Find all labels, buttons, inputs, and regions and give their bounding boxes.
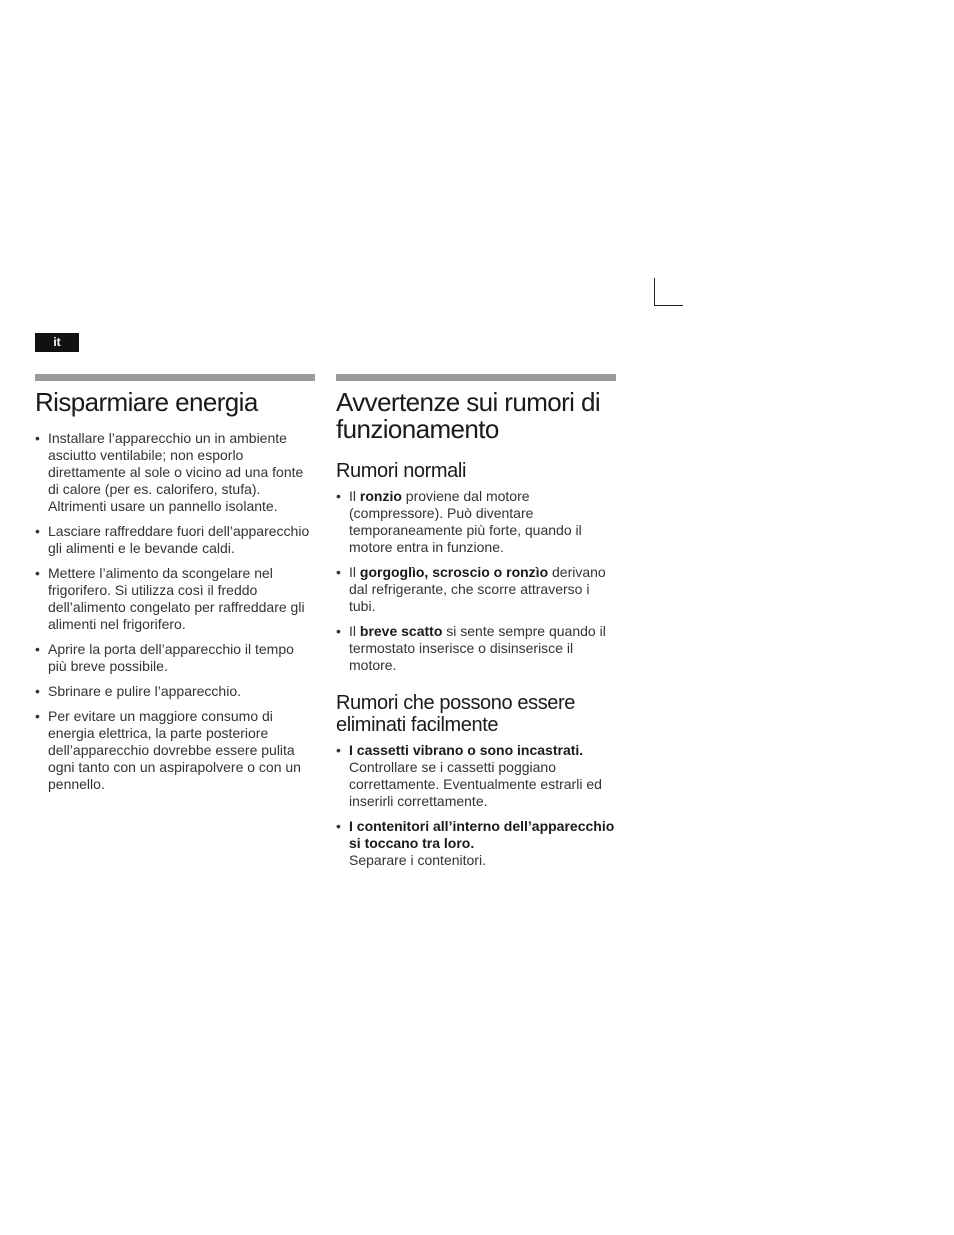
list-item-emphasis: I cassetti vibrano o sono incastrati. [349, 742, 584, 758]
normal-noises-list [336, 488, 616, 674]
list-item-text: proviene dal motore (compressore). Può diventare temporaneamente più forte, quando il motore entra in funzione. [349, 488, 582, 555]
bullet-icon: • [336, 488, 341, 504]
list-item-text: Separare i contenitori. [349, 852, 486, 868]
list-item-text: Per evitare un maggiore consumo di energia elettrica, la parte posteriore dell’apparecchio dovrebbe essere pulita ogni tanto con un aspirapolvere o con un pennello. [48, 708, 301, 792]
list-item-text: Aprire la porta dell’apparecchio il tempo più breve possibile. [48, 641, 294, 674]
list-item [336, 488, 616, 556]
subsection-title-fixable: Rumori che possono essere eliminati facilmente [336, 692, 576, 736]
list-item-text: Mettere l’alimento da scongelare nel frigorifero. Si utilizza così il freddo dell’alimento congelato per raffreddare gli alimenti nel frigorifero. [48, 565, 305, 632]
bullet-icon: • [35, 708, 40, 724]
section-title: Avvertenze sui rumori di funzionamento [336, 387, 601, 444]
list-item-text: Lasciare raffreddare fuori dell’apparecchio gli alimenti e le bevande caldi. [48, 523, 310, 556]
section-rule [336, 374, 616, 381]
list-item [35, 430, 315, 515]
list-item-emphasis: I contenitori all’interno dell’apparecchio si toccano tra loro. [349, 818, 615, 851]
bullet-icon: • [336, 818, 341, 834]
energy-saving-section [35, 374, 315, 801]
energy-tips-list [35, 430, 315, 793]
list-item [35, 523, 315, 557]
list-item [336, 818, 616, 869]
list-item-text: Installare l’apparecchio un in ambiente asciutto ventilabile; non esporlo direttamente al sole o vicino ad una fonte di calore (per es. calorifero, stufa). Altrimenti usare un pannello isolante. [48, 430, 304, 514]
bullet-icon: • [35, 430, 40, 446]
list-item-emphasis: breve scatto [359, 623, 443, 639]
bullet-icon: • [35, 565, 40, 581]
list-item [35, 683, 315, 700]
list-item-emphasis: ronzio [359, 488, 402, 504]
list-item [336, 742, 616, 810]
list-item [35, 708, 315, 793]
section-rule [35, 374, 315, 381]
language-tab: it [35, 333, 79, 352]
list-item-text: Il [349, 488, 360, 504]
list-item [35, 565, 315, 633]
crop-mark [654, 305, 683, 306]
list-item-text: Il [349, 564, 360, 580]
list-item-text: derivano dal refrigerante, che scorre attraverso i tubi. [349, 564, 606, 614]
crop-mark [654, 278, 655, 306]
noise-section [336, 374, 616, 877]
bullet-icon: • [35, 523, 40, 539]
list-item-text: Sbrinare e pulire l’apparecchio. [48, 683, 241, 699]
list-item-text: Il [349, 623, 360, 639]
subsection-title-normal: Rumori normali [336, 460, 466, 482]
list-item-text: si sente sempre quando il termostato inserisce o disinserisce il motore. [349, 623, 606, 673]
bullet-icon: • [336, 742, 341, 758]
bullet-icon: • [35, 641, 40, 657]
bullet-icon: • [336, 564, 341, 580]
list-item [336, 623, 616, 674]
list-item [336, 564, 616, 615]
bullet-icon: • [336, 623, 341, 639]
list-item-text: Controllare se i cassetti poggiano correttamente. Eventualmente estrarli ed inserirli correttamente. [349, 759, 602, 809]
section-title: Risparmiare energia [35, 387, 258, 417]
bullet-icon: • [35, 683, 40, 699]
list-item [35, 641, 315, 675]
list-item-emphasis: gorgoglìo, scroscio o ronzìo [359, 564, 549, 580]
fixable-noises-list [336, 742, 616, 869]
